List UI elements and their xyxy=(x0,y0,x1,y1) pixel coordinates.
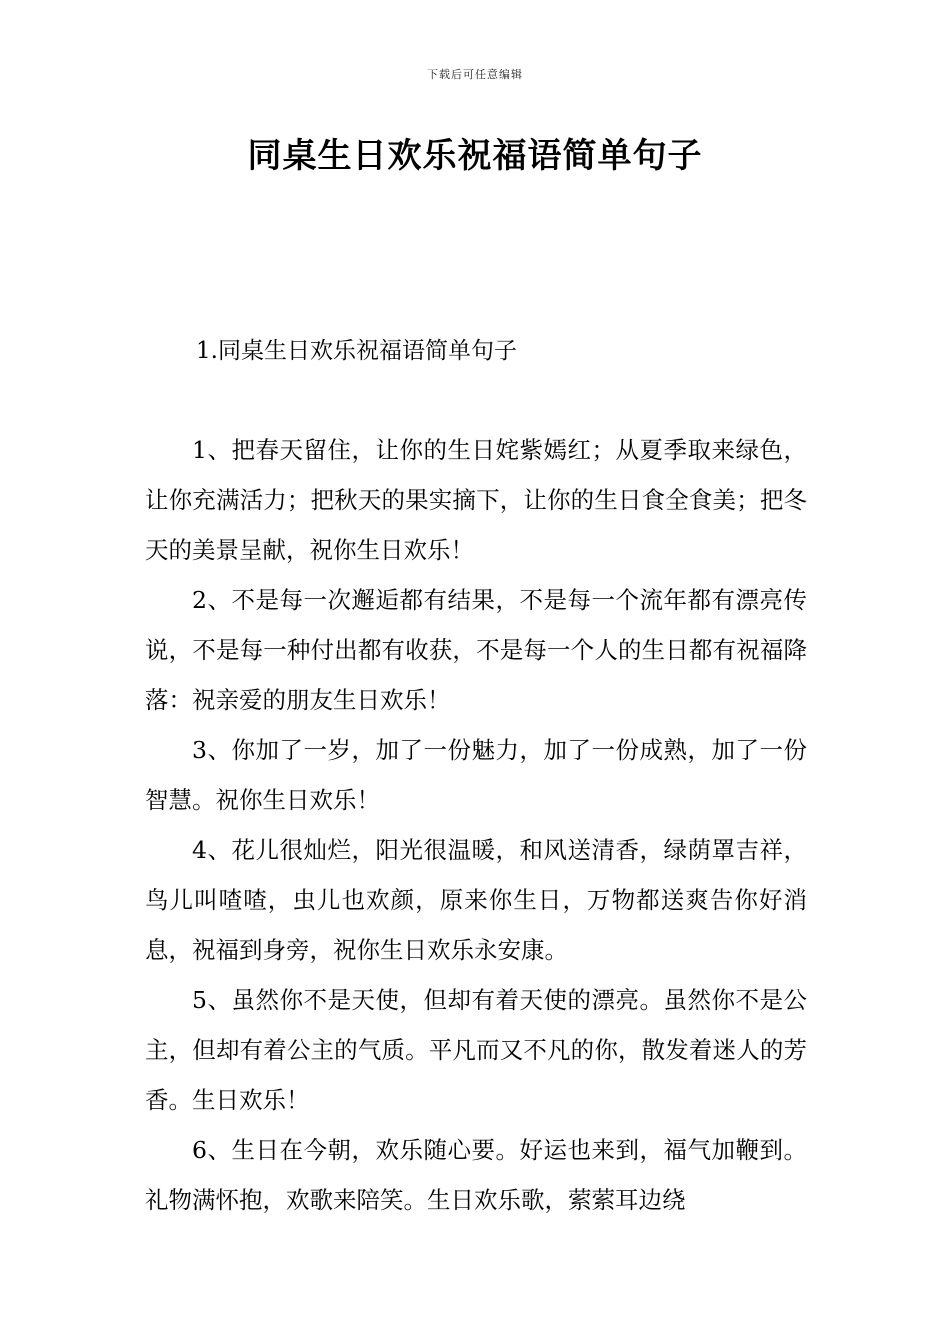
document-title: 同桌生日欢乐祝福语简单句子 xyxy=(247,136,703,176)
paragraph-5: 5、虽然你不是天使，但却有着天使的漂亮。虽然你不是公主，但却有着公主的气质。平凡而又不凡的你，散发着迷人的芳香。生日欢乐！ xyxy=(145,986,807,1114)
paragraph-2: 2、不是每一次邂逅都有结果，不是每一个流年都有漂亮传说，不是每一种付出都有收获，不是每一个人的生日都有祝福降落：祝亲爱的朋友生日欢乐！ xyxy=(145,586,807,714)
document-body xyxy=(145,425,807,1225)
paragraph-6: 6、生日在今朝，欢乐随心要。好运也来到，福气加鞭到。礼物满怀抱，欢歌来陪笑。生日欢乐歌，萦萦耳边绕 xyxy=(145,1136,807,1214)
paragraph-4: 4、花儿很灿烂，阳光很温暖，和风送清香，绿荫罩吉祥，鸟儿叫喳喳，虫儿也欢颜，原来你生日，万物都送爽告你好消息，祝福到身旁，祝你生日欢乐永安康。 xyxy=(145,836,807,964)
paragraph-1: 1、把春天留住，让你的生日姹紫嫣红；从夏季取来绿色，让你充满活力；把秋天的果实摘下，让你的生日食全食美；把冬天的美景呈献，祝你生日欢乐！ xyxy=(145,436,807,564)
paragraph-3: 3、你加了一岁，加了一份魅力，加了一份成熟，加了一份智慧。祝你生日欢乐！ xyxy=(145,736,807,814)
header-note: 下载后可任意编辑 xyxy=(427,68,523,81)
section-heading: 1.同桌生日欢乐祝福语简单句子 xyxy=(196,338,517,364)
